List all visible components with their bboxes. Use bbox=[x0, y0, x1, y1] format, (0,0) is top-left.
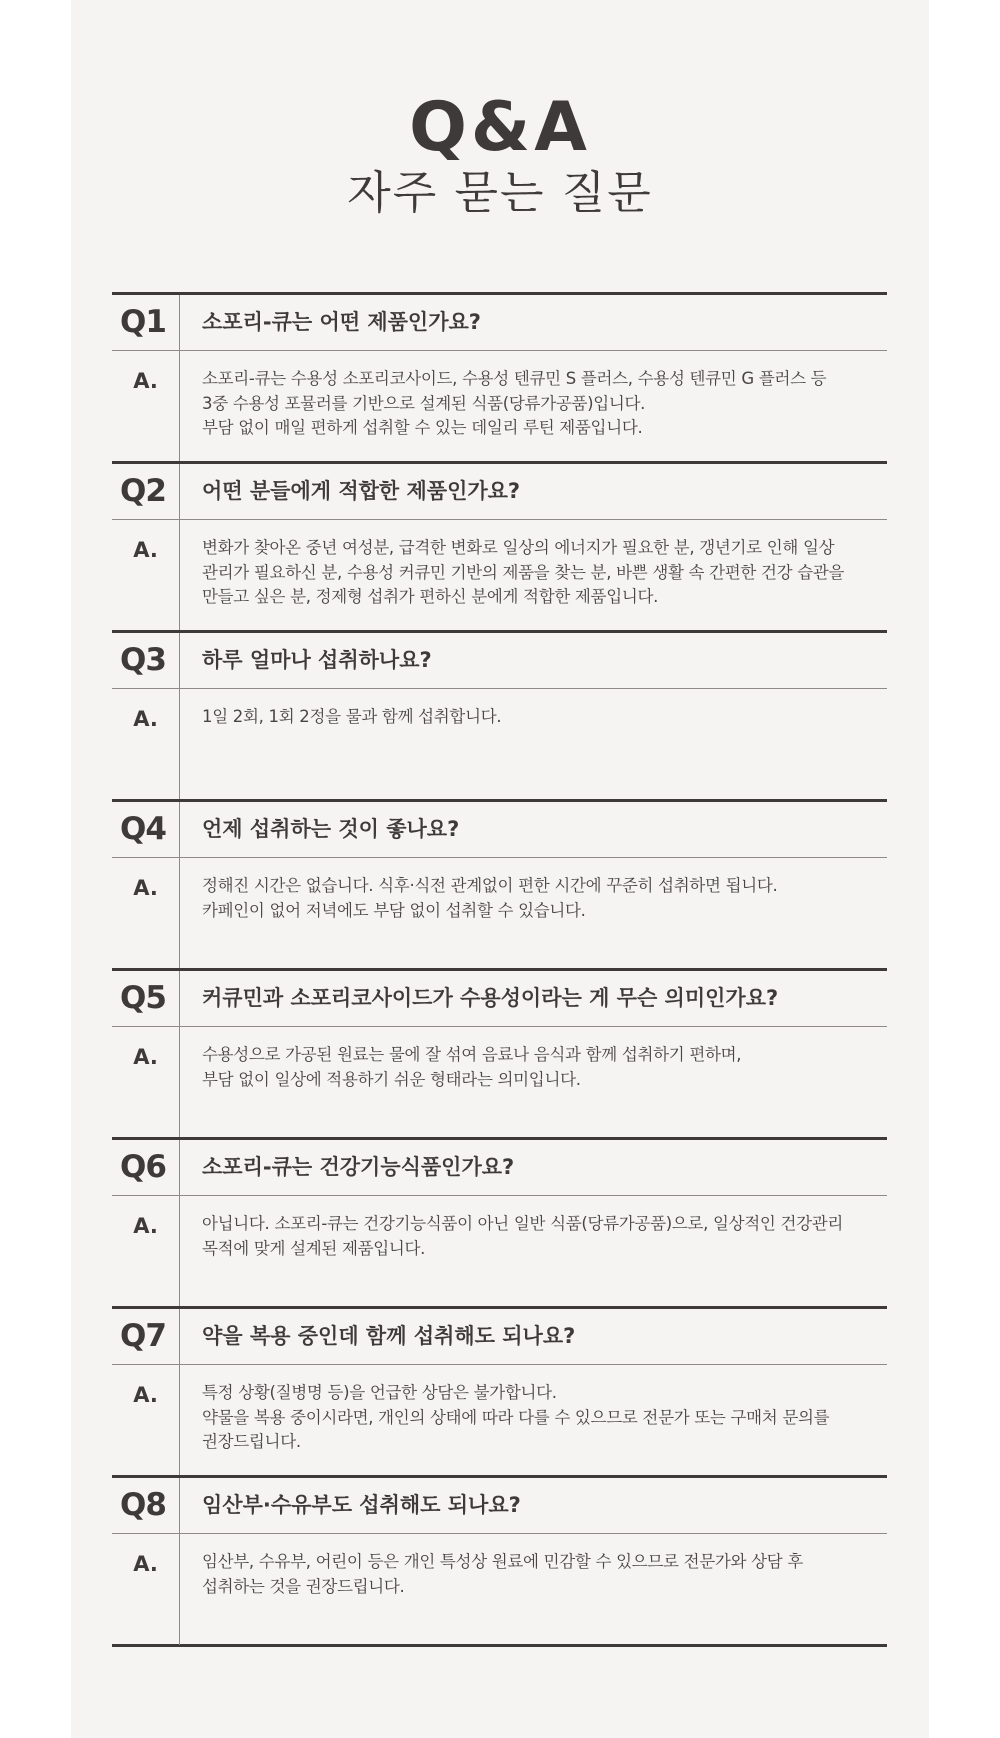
question-row bbox=[112, 1140, 887, 1196]
question-row bbox=[112, 802, 887, 858]
answer-row bbox=[112, 858, 887, 969]
answer-text bbox=[180, 1196, 887, 1307]
page-title: Q&A bbox=[409, 88, 591, 167]
faq-item bbox=[112, 630, 887, 799]
answer-label: A. bbox=[112, 858, 180, 969]
answer-text bbox=[180, 1534, 887, 1645]
question-number: Q7 bbox=[112, 1309, 180, 1364]
question-text: 임산부·수유부도 섭취해도 되나요? bbox=[202, 1493, 521, 1517]
answer-line: 변화가 찾아온 중년 여성분, 급격한 변화로 일상의 에너지가 필요한 분, 갱년기로 인해 일상 bbox=[202, 538, 835, 557]
answer-row bbox=[112, 351, 887, 462]
question-number: Q3 bbox=[112, 633, 180, 688]
answer-label: A. bbox=[112, 689, 180, 800]
faq-item bbox=[112, 799, 887, 968]
answer-line: 권장드립니다. bbox=[202, 1432, 301, 1451]
answer-text bbox=[180, 689, 887, 800]
answer-row bbox=[112, 1196, 887, 1307]
answer-text bbox=[180, 1365, 887, 1476]
answer-label: A. bbox=[112, 351, 180, 462]
answer-label: A. bbox=[112, 1196, 180, 1307]
question-text: 커큐민과 소포리코사이드가 수용성이라는 게 무슨 의미인가요? bbox=[202, 986, 779, 1010]
answer-row bbox=[112, 1365, 887, 1476]
page-subtitle: 자주 묻는 질문 bbox=[347, 166, 653, 219]
question-row bbox=[112, 464, 887, 520]
answer-line: 수용성으로 가공된 원료는 물에 잘 섞여 음료나 음식과 함께 섭취하기 편하며, bbox=[202, 1045, 742, 1064]
question-text: 언제 섭취하는 것이 좋나요? bbox=[202, 817, 460, 841]
answer-line: 섭취하는 것을 권장드립니다. bbox=[202, 1576, 405, 1596]
answer-line: 3중 수용성 포뮬러를 기반으로 설계된 식품(당류가공품)입니다. bbox=[202, 393, 646, 413]
answer-row bbox=[112, 1534, 887, 1645]
answer-line: 약물을 복용 중이시라면, 개인의 상태에 따라 다를 수 있으므로 전문가 또는 구매처 문의를 bbox=[202, 1407, 830, 1427]
answer-line: 1일 2회, 1회 2정을 물과 함께 섭취합니다. bbox=[202, 707, 502, 726]
answer-line: 임산부, 수유부, 어린이 등은 개인 특성상 원료에 민감할 수 있으므로 전문가와 상담 후 bbox=[202, 1552, 803, 1571]
question-text: 하루 얼마나 섭취하나요? bbox=[202, 648, 432, 672]
answer-line: 아닙니다. 소포리-큐는 건강기능식품이 아닌 일반 식품(당류가공품)으로, 일상적인 건강관리 bbox=[202, 1214, 844, 1233]
answer-row bbox=[112, 689, 887, 800]
answer-line: 부담 없이 매일 편하게 섭취할 수 있는 데일리 루틴 제품입니다. bbox=[202, 418, 643, 437]
answer-line: 만들고 싶은 분, 정제형 섭취가 편하신 분에게 적합한 제품입니다. bbox=[202, 587, 659, 606]
answer-line: 특정 상황(질병명 등)을 언급한 상담은 불가합니다. bbox=[202, 1383, 557, 1402]
question-text: 소포리-큐는 어떤 제품인가요? bbox=[202, 310, 481, 334]
question-row bbox=[112, 295, 887, 351]
question-text: 소포리-큐는 건강기능식품인가요? bbox=[202, 1155, 515, 1179]
question-text: 약을 복용 중인데 함께 섭취해도 되나요? bbox=[202, 1324, 576, 1348]
question-number: Q8 bbox=[112, 1478, 180, 1533]
question-row bbox=[112, 633, 887, 689]
answer-line: 카페인이 없어 저녁에도 부담 없이 섭취할 수 있습니다. bbox=[202, 900, 586, 920]
answer-line: 목적에 맞게 설계된 제품입니다. bbox=[202, 1238, 426, 1258]
question-number: Q5 bbox=[112, 971, 180, 1026]
answer-text bbox=[180, 1027, 887, 1138]
faq-item bbox=[112, 1306, 887, 1475]
question-number: Q2 bbox=[112, 464, 180, 519]
answer-line: 소포리-큐는 수용성 소포리코사이드, 수용성 텐큐민 S 플러스, 수용성 텐큐민 G 플러스 등 bbox=[202, 369, 827, 388]
faq-item bbox=[112, 461, 887, 630]
question-number: Q6 bbox=[112, 1140, 180, 1195]
answer-row bbox=[112, 1027, 887, 1138]
question-row bbox=[112, 971, 887, 1027]
faq-item bbox=[112, 968, 887, 1137]
faq-item bbox=[112, 1137, 887, 1306]
answer-label: A. bbox=[112, 1027, 180, 1138]
answer-label: A. bbox=[112, 1534, 180, 1645]
faq-item bbox=[112, 1475, 887, 1644]
question-text: 어떤 분들에게 적합한 제품인가요? bbox=[202, 479, 521, 503]
answer-text bbox=[180, 520, 887, 631]
answer-text bbox=[180, 351, 887, 462]
answer-row bbox=[112, 520, 887, 631]
answer-label: A. bbox=[112, 520, 180, 631]
faq-list bbox=[112, 292, 887, 1647]
answer-line: 관리가 필요하신 분, 수용성 커큐민 기반의 제품을 찾는 분, 바쁜 생활 속 간편한 건강 습관을 bbox=[202, 562, 845, 582]
answer-line: 부담 없이 일상에 적용하기 쉬운 형태라는 의미입니다. bbox=[202, 1069, 581, 1089]
question-number: Q1 bbox=[112, 295, 180, 350]
faq-item bbox=[112, 292, 887, 461]
question-row bbox=[112, 1478, 887, 1534]
question-row bbox=[112, 1309, 887, 1365]
answer-label: A. bbox=[112, 1365, 180, 1476]
answer-text bbox=[180, 858, 887, 969]
question-number: Q4 bbox=[112, 802, 180, 857]
answer-line: 정해진 시간은 없습니다. 식후·식전 관계없이 편한 시간에 꾸준히 섭취하면 됩니다. bbox=[202, 876, 778, 895]
